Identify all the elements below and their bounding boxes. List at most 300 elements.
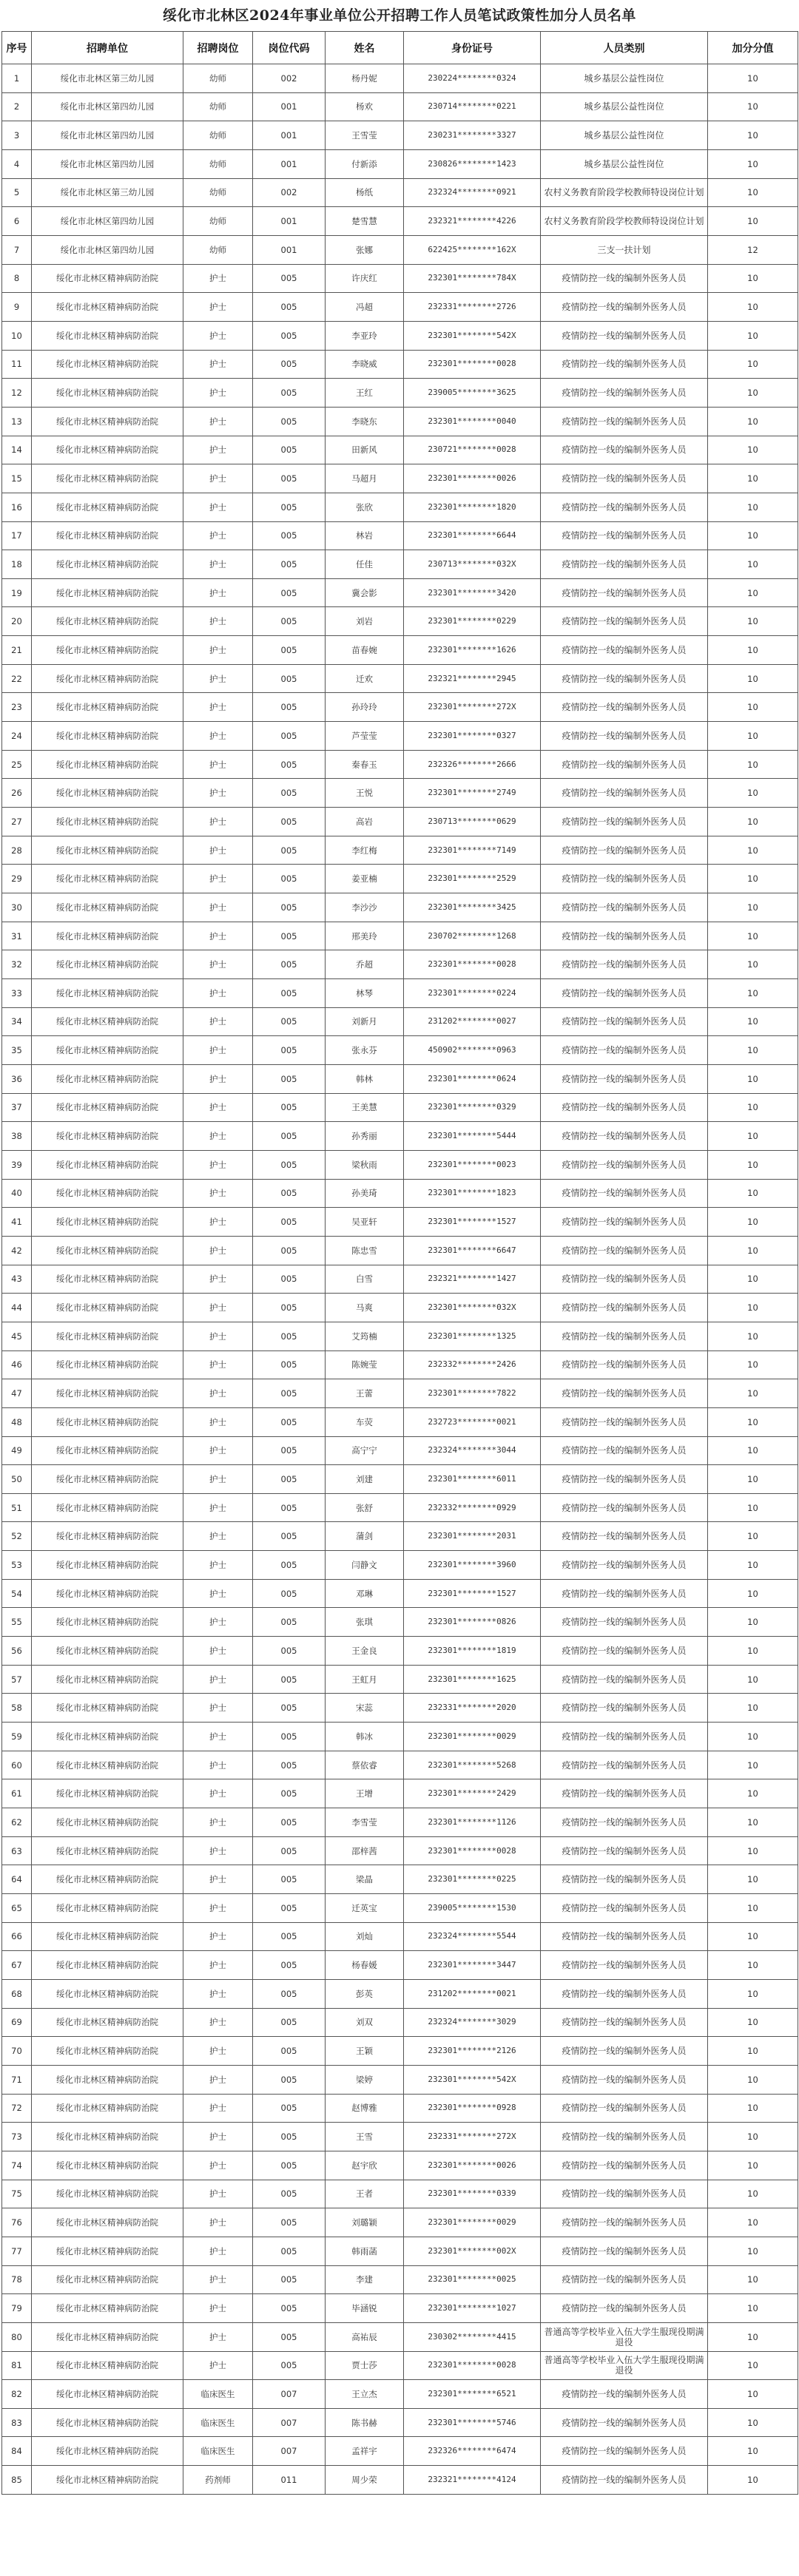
cell-id-number: 232301********7149 <box>404 836 541 865</box>
cell-code: 005 <box>253 2123 326 2151</box>
cell-name: 楚雪慧 <box>326 207 404 236</box>
cell-score: 10 <box>708 1350 798 1379</box>
table-row <box>2 1236 798 1265</box>
cell-id-number: 232331********2726 <box>404 293 541 322</box>
cell-name: 韩雨菡 <box>326 2237 404 2265</box>
cell-score: 10 <box>708 1294 798 1322</box>
cell-category: 疫情防控一线的编制外医务人员 <box>541 950 708 979</box>
cell-score: 10 <box>708 1493 798 1522</box>
cell-unit: 绥化市北林区精神病防治院 <box>32 1608 183 1637</box>
cell-no: 83 <box>2 2408 32 2437</box>
table-row <box>2 2151 798 2180</box>
cell-code: 005 <box>253 1979 326 2008</box>
cell-post: 护士 <box>183 1407 253 1436</box>
table-row <box>2 578 798 607</box>
cell-post: 护士 <box>183 1150 253 1179</box>
cell-post: 护士 <box>183 950 253 979</box>
cell-code: 005 <box>253 1922 326 1951</box>
cell-name: 蔡依睿 <box>326 1751 404 1779</box>
cell-unit: 绥化市北林区精神病防治院 <box>32 979 183 1008</box>
cell-post: 护士 <box>183 1579 253 1608</box>
cell-score: 10 <box>708 1979 798 2008</box>
cell-no: 52 <box>2 1522 32 1551</box>
cell-id-number: 232301********2429 <box>404 1779 541 1808</box>
cell-code: 005 <box>253 1236 326 1265</box>
cell-unit: 绥化市北林区第四幼儿园 <box>32 235 183 264</box>
cell-post: 护士 <box>183 922 253 950</box>
cell-unit: 绥化市北林区精神病防治院 <box>32 1865 183 1894</box>
table-row <box>2 2237 798 2265</box>
cell-unit: 绥化市北林区精神病防治院 <box>32 2351 183 2380</box>
cell-score: 10 <box>708 2408 798 2437</box>
cell-score: 10 <box>708 178 798 207</box>
cell-code: 001 <box>253 235 326 264</box>
cell-id-number: 230714********0221 <box>404 92 541 121</box>
cell-score: 10 <box>708 464 798 493</box>
cell-name: 王立杰 <box>326 2380 404 2409</box>
cell-id-number: 232301********0028 <box>404 950 541 979</box>
cell-id-number: 232301********0028 <box>404 2351 541 2380</box>
cell-unit: 绥化市北林区精神病防治院 <box>32 464 183 493</box>
cell-unit: 绥化市北林区精神病防治院 <box>32 436 183 464</box>
cell-score: 10 <box>708 779 798 808</box>
cell-code: 005 <box>253 2094 326 2123</box>
table-row <box>2 1379 798 1408</box>
cell-code: 005 <box>253 464 326 493</box>
cell-category: 疫情防控一线的编制外医务人员 <box>541 1379 708 1408</box>
cell-post: 护士 <box>183 578 253 607</box>
cell-category: 疫情防控一线的编制外医务人员 <box>541 436 708 464</box>
cell-unit: 绥化市北林区第四幼儿园 <box>32 149 183 178</box>
cell-unit: 绥化市北林区精神病防治院 <box>32 293 183 322</box>
cell-post: 护士 <box>183 1379 253 1408</box>
cell-id-number: 232326********2666 <box>404 750 541 779</box>
cell-code: 002 <box>253 178 326 207</box>
cell-no: 73 <box>2 2123 32 2151</box>
cell-score: 10 <box>708 1064 798 1093</box>
cell-code: 005 <box>253 2008 326 2037</box>
cell-unit: 绥化市北林区精神病防治院 <box>32 1465 183 1494</box>
cell-unit: 绥化市北林区精神病防治院 <box>32 1436 183 1465</box>
cell-no: 76 <box>2 2208 32 2237</box>
table-row <box>2 808 798 836</box>
cell-post: 护士 <box>183 2065 253 2094</box>
cell-no: 22 <box>2 664 32 693</box>
cell-no: 38 <box>2 1122 32 1151</box>
cell-no: 32 <box>2 950 32 979</box>
cell-score: 10 <box>708 1036 798 1065</box>
cell-name: 王悦 <box>326 779 404 808</box>
cell-name: 王雪莹 <box>326 121 404 150</box>
cell-category: 疫情防控一线的编制外医务人员 <box>541 1436 708 1465</box>
cell-category: 疫情防控一线的编制外医务人员 <box>541 808 708 836</box>
cell-code: 005 <box>253 1436 326 1465</box>
bonus-points-table <box>1 31 798 2495</box>
cell-id-number: 232332********2426 <box>404 1350 541 1379</box>
cell-name: 许庆红 <box>326 264 404 293</box>
table-row <box>2 1694 798 1723</box>
cell-no: 84 <box>2 2437 32 2466</box>
cell-category: 疫情防控一线的编制外医务人员 <box>541 2065 708 2094</box>
cell-name: 秦春玉 <box>326 750 404 779</box>
cell-code: 005 <box>253 1007 326 1036</box>
cell-unit: 绥化市北林区精神病防治院 <box>32 1179 183 1208</box>
cell-score: 10 <box>708 2037 798 2066</box>
cell-name: 李雪莹 <box>326 1808 404 1837</box>
cell-code: 005 <box>253 1150 326 1179</box>
cell-id-number: 230721********0028 <box>404 436 541 464</box>
cell-name: 孙美琦 <box>326 1179 404 1208</box>
cell-code: 005 <box>253 379 326 408</box>
table-row <box>2 2294 798 2323</box>
table-row <box>2 1007 798 1036</box>
cell-code: 005 <box>253 2351 326 2380</box>
cell-unit: 绥化市北林区精神病防治院 <box>32 893 183 922</box>
cell-unit: 绥化市北林区精神病防治院 <box>32 1379 183 1408</box>
cell-id-number: 232301********5746 <box>404 2408 541 2437</box>
table-row <box>2 1407 798 1436</box>
cell-unit: 绥化市北林区精神病防治院 <box>32 1007 183 1036</box>
cell-post: 幼师 <box>183 235 253 264</box>
cell-name: 王金良 <box>326 1637 404 1666</box>
cell-category: 疫情防控一线的编制外医务人员 <box>541 1608 708 1637</box>
cell-category: 疫情防控一线的编制外医务人员 <box>541 2180 708 2208</box>
cell-category: 疫情防控一线的编制外医务人员 <box>541 350 708 379</box>
cell-score: 10 <box>708 350 798 379</box>
cell-post: 护士 <box>183 1751 253 1779</box>
cell-unit: 绥化市北林区精神病防治院 <box>32 1922 183 1951</box>
cell-id-number: 232324********3029 <box>404 2008 541 2037</box>
cell-post: 护士 <box>183 1694 253 1723</box>
cell-name: 田新风 <box>326 436 404 464</box>
cell-category: 疫情防控一线的编制外医务人员 <box>541 321 708 350</box>
cell-category: 疫情防控一线的编制外医务人员 <box>541 750 708 779</box>
cell-post: 护士 <box>183 1922 253 1951</box>
cell-post: 护士 <box>183 493 253 521</box>
cell-no: 60 <box>2 1751 32 1779</box>
cell-code: 005 <box>253 293 326 322</box>
cell-no: 70 <box>2 2037 32 2066</box>
cell-score: 10 <box>708 1836 798 1865</box>
cell-name: 贾士莎 <box>326 2351 404 2380</box>
cell-category: 疫情防控一线的编制外医务人员 <box>541 922 708 950</box>
cell-id-number: 232301********0224 <box>404 979 541 1008</box>
cell-score: 10 <box>708 121 798 150</box>
cell-score: 10 <box>708 1951 798 1980</box>
cell-post: 护士 <box>183 350 253 379</box>
cell-name: 刘岩 <box>326 607 404 636</box>
cell-category: 疫情防控一线的编制外医务人员 <box>541 1723 708 1751</box>
cell-score: 10 <box>708 149 798 178</box>
cell-score: 10 <box>708 578 798 607</box>
cell-no: 6 <box>2 207 32 236</box>
cell-code: 005 <box>253 836 326 865</box>
cell-name: 李红梅 <box>326 836 404 865</box>
cell-code: 005 <box>253 1493 326 1522</box>
cell-post: 护士 <box>183 1608 253 1637</box>
table-row <box>2 1064 798 1093</box>
cell-no: 36 <box>2 1064 32 1093</box>
cell-id-number: 232301********3420 <box>404 578 541 607</box>
table-row <box>2 1122 798 1151</box>
cell-unit: 绥化市北林区精神病防治院 <box>32 350 183 379</box>
cell-unit: 绥化市北林区精神病防治院 <box>32 1979 183 2008</box>
cell-category: 农村义务教育阶段学校教师特设岗位计划 <box>541 207 708 236</box>
cell-name: 白雪 <box>326 1265 404 1294</box>
cell-code: 005 <box>253 2065 326 2094</box>
cell-name: 乔超 <box>326 950 404 979</box>
cell-post: 护士 <box>183 1808 253 1837</box>
cell-name: 李晓威 <box>326 350 404 379</box>
cell-category: 疫情防控一线的编制外医务人员 <box>541 664 708 693</box>
cell-unit: 绥化市北林区精神病防治院 <box>32 664 183 693</box>
table-row <box>2 1779 798 1808</box>
cell-category: 疫情防控一线的编制外医务人员 <box>541 464 708 493</box>
cell-code: 005 <box>253 750 326 779</box>
cell-score: 10 <box>708 64 798 93</box>
cell-name: 刘新月 <box>326 1007 404 1036</box>
cell-name: 王虹月 <box>326 1665 404 1694</box>
cell-no: 19 <box>2 578 32 607</box>
cell-post: 护士 <box>183 1036 253 1065</box>
cell-unit: 绥化市北林区精神病防治院 <box>32 321 183 350</box>
cell-unit: 绥化市北林区精神病防治院 <box>32 808 183 836</box>
cell-unit: 绥化市北林区精神病防治院 <box>32 2180 183 2208</box>
cell-code: 005 <box>253 1294 326 1322</box>
cell-id-number: 232301********0339 <box>404 2180 541 2208</box>
cell-unit: 绥化市北林区精神病防治院 <box>32 1350 183 1379</box>
cell-no: 11 <box>2 350 32 379</box>
cell-id-number: 232301********0329 <box>404 1093 541 1122</box>
cell-id-number: 232301********2126 <box>404 2037 541 2066</box>
cell-post: 护士 <box>183 550 253 579</box>
cell-name: 王雪 <box>326 2123 404 2151</box>
cell-post: 护士 <box>183 664 253 693</box>
cell-name: 梁晶 <box>326 1865 404 1894</box>
cell-no: 27 <box>2 808 32 836</box>
cell-no: 41 <box>2 1208 32 1237</box>
cell-code: 005 <box>253 2265 326 2294</box>
cell-unit: 绥化市北林区精神病防治院 <box>32 521 183 550</box>
table-row <box>2 1723 798 1751</box>
cell-no: 39 <box>2 1150 32 1179</box>
page-title: 绥化市北林区2024年事业单位公开招聘工作人员笔试政策性加分人员名单 <box>163 7 636 24</box>
cell-unit: 绥化市北林区精神病防治院 <box>32 950 183 979</box>
cell-score: 10 <box>708 722 798 751</box>
cell-code: 005 <box>253 264 326 293</box>
cell-name: 付新添 <box>326 149 404 178</box>
cell-post: 临床医生 <box>183 2437 253 2466</box>
cell-score: 10 <box>708 1865 798 1894</box>
cell-unit: 绥化市北林区第三幼儿园 <box>32 64 183 93</box>
cell-category: 疫情防控一线的编制外医务人员 <box>541 1694 708 1723</box>
cell-code: 005 <box>253 436 326 464</box>
cell-score: 10 <box>708 2322 798 2351</box>
cell-score: 10 <box>708 1007 798 1036</box>
cell-code: 005 <box>253 1551 326 1580</box>
cell-name: 林琴 <box>326 979 404 1008</box>
cell-name: 刘灿 <box>326 1922 404 1951</box>
cell-unit: 绥化市北林区精神病防治院 <box>32 1236 183 1265</box>
table-row <box>2 1951 798 1980</box>
cell-id-number: 232301********0327 <box>404 722 541 751</box>
col-header-score: 加分分值 <box>708 32 798 64</box>
cell-name: 杨丹妮 <box>326 64 404 93</box>
table-header-row <box>2 32 798 64</box>
cell-unit: 绥化市北林区精神病防治院 <box>32 1836 183 1865</box>
cell-id-number: 232301********2749 <box>404 779 541 808</box>
cell-code: 005 <box>253 2037 326 2066</box>
cell-unit: 绥化市北林区精神病防治院 <box>32 1779 183 1808</box>
cell-unit: 绥化市北林区精神病防治院 <box>32 2123 183 2151</box>
cell-unit: 绥化市北林区第四幼儿园 <box>32 92 183 121</box>
cell-name: 苗春婉 <box>326 636 404 665</box>
cell-no: 85 <box>2 2466 32 2495</box>
cell-category: 疫情防控一线的编制外医务人员 <box>541 2408 708 2437</box>
cell-name: 赵博雅 <box>326 2094 404 2123</box>
table-row <box>2 493 798 521</box>
cell-id-number: 232301********0040 <box>404 407 541 436</box>
cell-category: 疫情防控一线的编制外医务人员 <box>541 1865 708 1894</box>
cell-score: 10 <box>708 836 798 865</box>
cell-unit: 绥化市北林区第三幼儿园 <box>32 178 183 207</box>
cell-score: 10 <box>708 750 798 779</box>
cell-code: 005 <box>253 1122 326 1151</box>
cell-unit: 绥化市北林区精神病防治院 <box>32 1637 183 1666</box>
table-row <box>2 607 798 636</box>
cell-unit: 绥化市北林区精神病防治院 <box>32 1322 183 1350</box>
cell-name: 王者 <box>326 2180 404 2208</box>
cell-score: 10 <box>708 1551 798 1580</box>
cell-id-number: 230702********1268 <box>404 922 541 950</box>
table-row <box>2 1894 798 1923</box>
cell-id-number: 230826********1423 <box>404 149 541 178</box>
cell-name: 迁英宝 <box>326 1894 404 1923</box>
cell-id-number: 232301********0928 <box>404 2094 541 2123</box>
cell-post: 护士 <box>183 2265 253 2294</box>
table-row <box>2 207 798 236</box>
cell-unit: 绥化市北林区精神病防治院 <box>32 2065 183 2094</box>
cell-post: 护士 <box>183 1208 253 1237</box>
cell-name: 林岩 <box>326 521 404 550</box>
cell-id-number: 232301********1823 <box>404 1179 541 1208</box>
cell-no: 28 <box>2 836 32 865</box>
cell-no: 15 <box>2 464 32 493</box>
cell-code: 005 <box>253 521 326 550</box>
cell-score: 10 <box>708 636 798 665</box>
col-header-no: 序号 <box>2 32 32 64</box>
cell-post: 护士 <box>183 1637 253 1666</box>
cell-code: 005 <box>253 1836 326 1865</box>
cell-code: 005 <box>253 779 326 808</box>
cell-name: 邓琳 <box>326 1579 404 1608</box>
cell-name: 周少荣 <box>326 2466 404 2495</box>
cell-score: 10 <box>708 664 798 693</box>
table-row <box>2 1836 798 1865</box>
cell-code: 005 <box>253 1093 326 1122</box>
cell-code: 005 <box>253 550 326 579</box>
table-row <box>2 1179 798 1208</box>
cell-name: 刘建 <box>326 1465 404 1494</box>
cell-no: 16 <box>2 493 32 521</box>
cell-post: 护士 <box>183 2123 253 2151</box>
cell-name: 彭英 <box>326 1979 404 2008</box>
cell-code: 005 <box>253 893 326 922</box>
cell-post: 护士 <box>183 979 253 1008</box>
table-row <box>2 722 798 751</box>
table-row <box>2 1579 798 1608</box>
cell-category: 疫情防控一线的编制外医务人员 <box>541 2151 708 2180</box>
cell-post: 护士 <box>183 1493 253 1522</box>
cell-code: 005 <box>253 1694 326 1723</box>
table-row <box>2 779 798 808</box>
table-row <box>2 2408 798 2437</box>
cell-category: 疫情防控一线的编制外医务人员 <box>541 607 708 636</box>
cell-name: 李亚玲 <box>326 321 404 350</box>
cell-id-number: 232301********1527 <box>404 1579 541 1608</box>
cell-code: 005 <box>253 493 326 521</box>
cell-unit: 绥化市北林区精神病防治院 <box>32 607 183 636</box>
cell-code: 007 <box>253 2408 326 2437</box>
cell-score: 10 <box>708 1407 798 1436</box>
cell-no: 34 <box>2 1007 32 1036</box>
cell-category: 疫情防控一线的编制外医务人员 <box>541 722 708 751</box>
cell-category: 农村义务教育阶段学校教师特设岗位计划 <box>541 178 708 207</box>
table-row <box>2 178 798 207</box>
cell-id-number: 230224********0324 <box>404 64 541 93</box>
table-row <box>2 264 798 293</box>
cell-unit: 绥化市北林区精神病防治院 <box>32 779 183 808</box>
cell-post: 护士 <box>183 836 253 865</box>
cell-category: 疫情防控一线的编制外医务人员 <box>541 1665 708 1694</box>
cell-no: 63 <box>2 1836 32 1865</box>
cell-post: 护士 <box>183 1465 253 1494</box>
cell-score: 10 <box>708 1208 798 1237</box>
cell-name: 吴亚轩 <box>326 1208 404 1237</box>
cell-code: 005 <box>253 1894 326 1923</box>
cell-code: 005 <box>253 1608 326 1637</box>
cell-no: 5 <box>2 178 32 207</box>
cell-category: 疫情防控一线的编制外医务人员 <box>541 2037 708 2066</box>
cell-score: 10 <box>708 2237 798 2265</box>
cell-name: 芦莹莹 <box>326 722 404 751</box>
cell-category: 三支一扶计划 <box>541 235 708 264</box>
cell-id-number: 232324********0921 <box>404 178 541 207</box>
cell-code: 007 <box>253 2380 326 2409</box>
cell-id-number: 232301********0229 <box>404 607 541 636</box>
cell-no: 81 <box>2 2351 32 2380</box>
table-row <box>2 1150 798 1179</box>
cell-category: 疫情防控一线的编制外医务人员 <box>541 2008 708 2037</box>
cell-id-number: 232301********6521 <box>404 2380 541 2409</box>
cell-unit: 绥化市北林区精神病防治院 <box>32 493 183 521</box>
cell-no: 79 <box>2 2294 32 2323</box>
table-row <box>2 521 798 550</box>
cell-score: 10 <box>708 1465 798 1494</box>
cell-no: 48 <box>2 1407 32 1436</box>
cell-post: 药剂师 <box>183 2466 253 2495</box>
cell-code: 005 <box>253 1322 326 1350</box>
cell-no: 33 <box>2 979 32 1008</box>
cell-unit: 绥化市北林区精神病防治院 <box>32 407 183 436</box>
table-row <box>2 2123 798 2151</box>
cell-no: 57 <box>2 1665 32 1694</box>
cell-code: 005 <box>253 1723 326 1751</box>
cell-no: 3 <box>2 121 32 150</box>
cell-score: 10 <box>708 2437 798 2466</box>
cell-no: 13 <box>2 407 32 436</box>
cell-unit: 绥化市北林区精神病防治院 <box>32 1665 183 1694</box>
